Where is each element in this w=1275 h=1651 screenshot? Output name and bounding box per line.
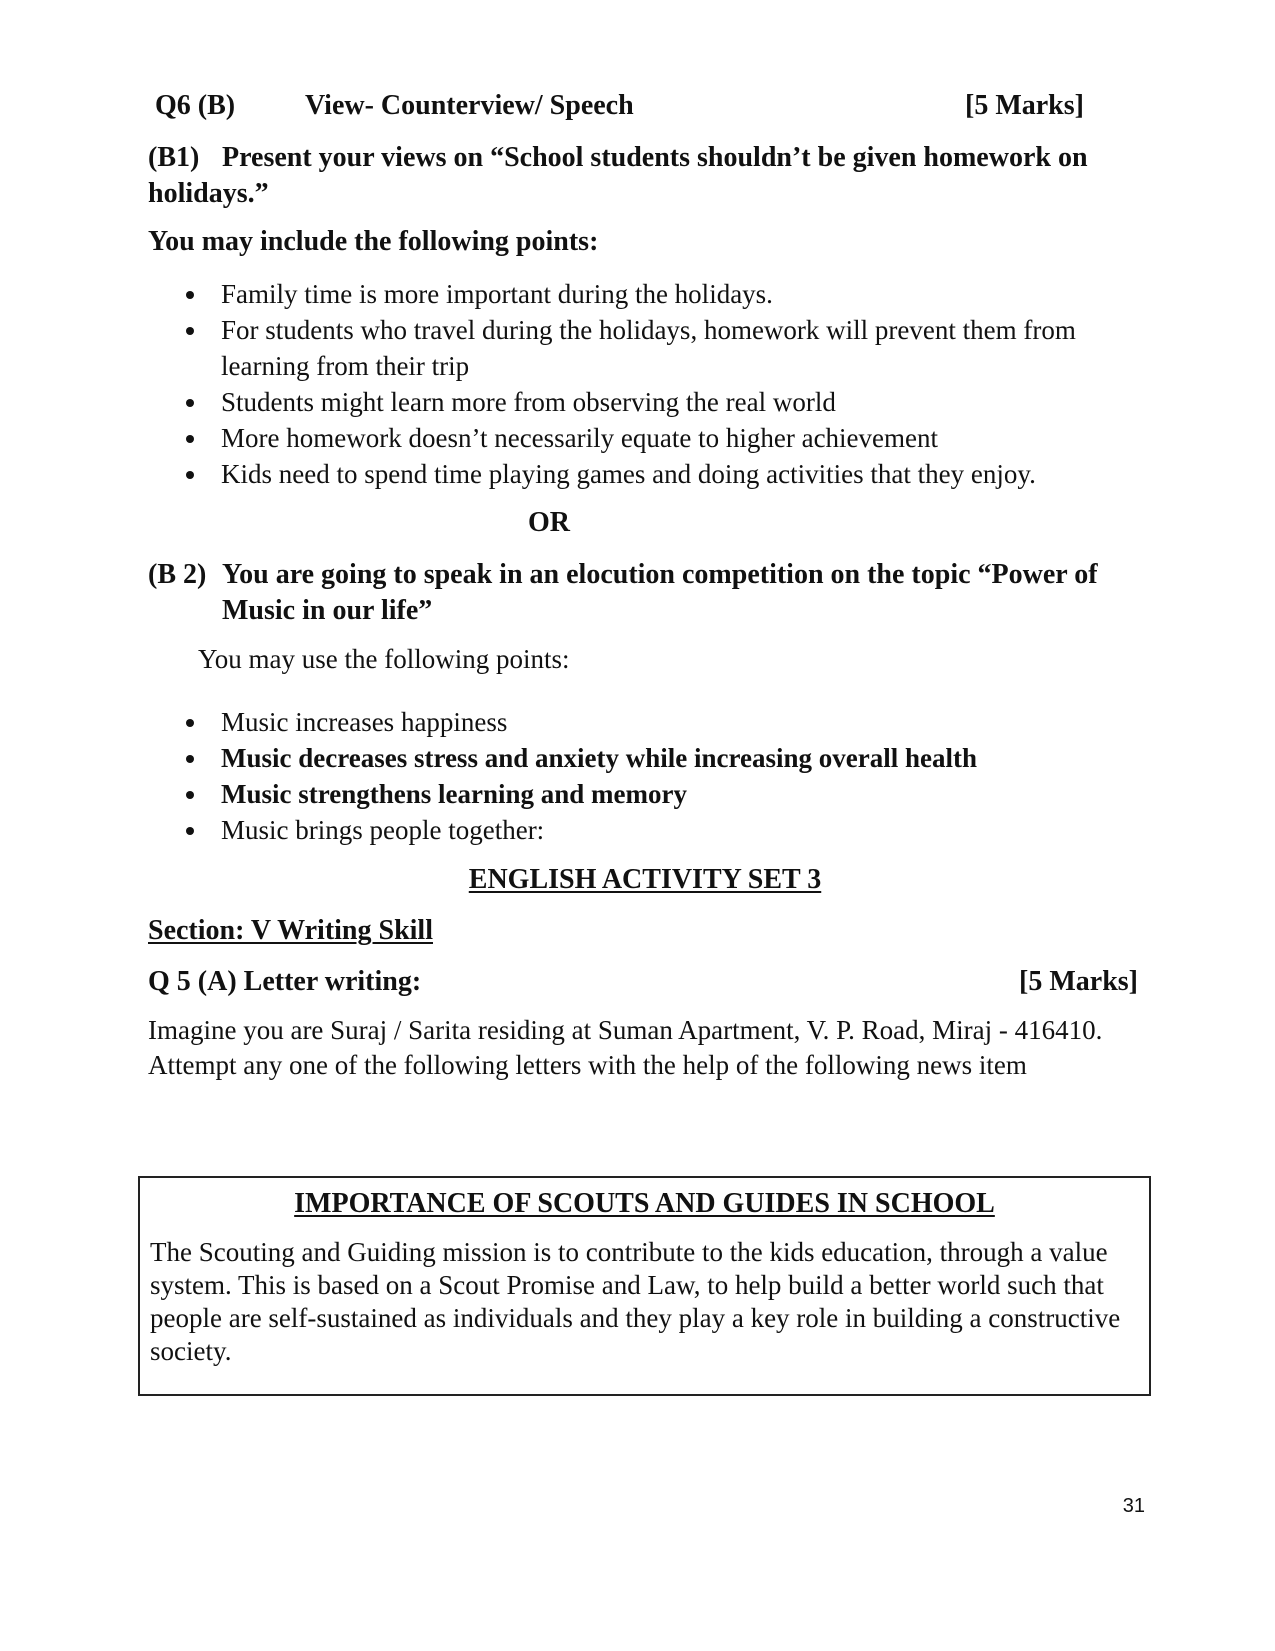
- b1-prompt-text: Present your views on “School students shouldn’t be given homework on holidays.”: [148, 142, 1088, 209]
- list-item: Music strengthens learning and memory: [148, 776, 1148, 812]
- list-item: More homework doesn’t necessarily equate to higher achievement: [148, 420, 1148, 456]
- b2-label: (B 2): [148, 559, 207, 590]
- list-item: For students who travel during the holidays, homework will prevent them from learning from their trip: [148, 312, 1148, 384]
- b2-prompt: [148, 557, 1138, 629]
- or-divider: OR: [528, 507, 570, 538]
- list-item: Kids need to spend time playing games and doing activities that they enjoy.: [148, 456, 1148, 492]
- question-title: Q 5 (A) Letter writing:: [148, 966, 422, 997]
- list-item: Music decreases stress and anxiety while increasing overall health: [148, 740, 1148, 776]
- question-number: Q6 (B): [155, 90, 236, 121]
- question-marks: [5 Marks]: [965, 90, 1084, 121]
- b2-points-list: [148, 704, 1148, 848]
- bullet-icon: [186, 827, 194, 835]
- news-item-body: The Scouting and Guiding mission is to contribute to the kids education, through a value system. This is based on a Scout Promise and Law, to help build a better world such that people are self-sustained as individuals and they play a key role in building a constructive society.: [150, 1237, 1121, 1366]
- list-item: Students might learn more from observing the real world: [148, 384, 1148, 420]
- news-item-box: [138, 1176, 1151, 1396]
- bullet-icon: [186, 435, 194, 443]
- question-title: View- Counterview/ Speech: [305, 90, 634, 121]
- news-item-title: IMPORTANCE OF SCOUTS AND GUIDES IN SCHOOL: [294, 1188, 995, 1219]
- bullet-icon: [186, 755, 194, 763]
- b2-use-heading: You may use the following points:: [198, 644, 570, 674]
- b1-prompt: [148, 140, 1138, 212]
- section-title: Section: V Writing Skill: [148, 915, 433, 946]
- b1-points-list: [148, 276, 1148, 492]
- list-item: Music increases happiness: [148, 704, 1148, 740]
- bullet-icon: [186, 791, 194, 799]
- bullet-icon: [186, 399, 194, 407]
- bullet-icon: [186, 719, 194, 727]
- bullet-icon: [186, 291, 194, 299]
- b2-prompt-text: You are going to speak in an elocution competition on the topic “Power of Music in our life”: [222, 559, 1098, 626]
- b1-label: (B1): [148, 142, 200, 173]
- question-marks: [5 Marks]: [1019, 966, 1138, 997]
- b1-include-heading: You may include the following points:: [148, 226, 599, 257]
- list-item: Family time is more important during the holidays.: [148, 276, 1148, 312]
- bullet-icon: [186, 327, 194, 335]
- activity-set-title: ENGLISH ACTIVITY SET 3: [468, 864, 822, 895]
- q5-instruction: Imagine you are Suraj / Sarita residing at Suman Apartment, V. P. Road, Miraj - 416410. Attempt any one of the following letters with the help of the following news item: [148, 1015, 1103, 1080]
- page-number: 31: [1122, 1495, 1145, 1517]
- bullet-icon: [186, 471, 194, 479]
- list-item: Music brings people together:: [148, 812, 1148, 848]
